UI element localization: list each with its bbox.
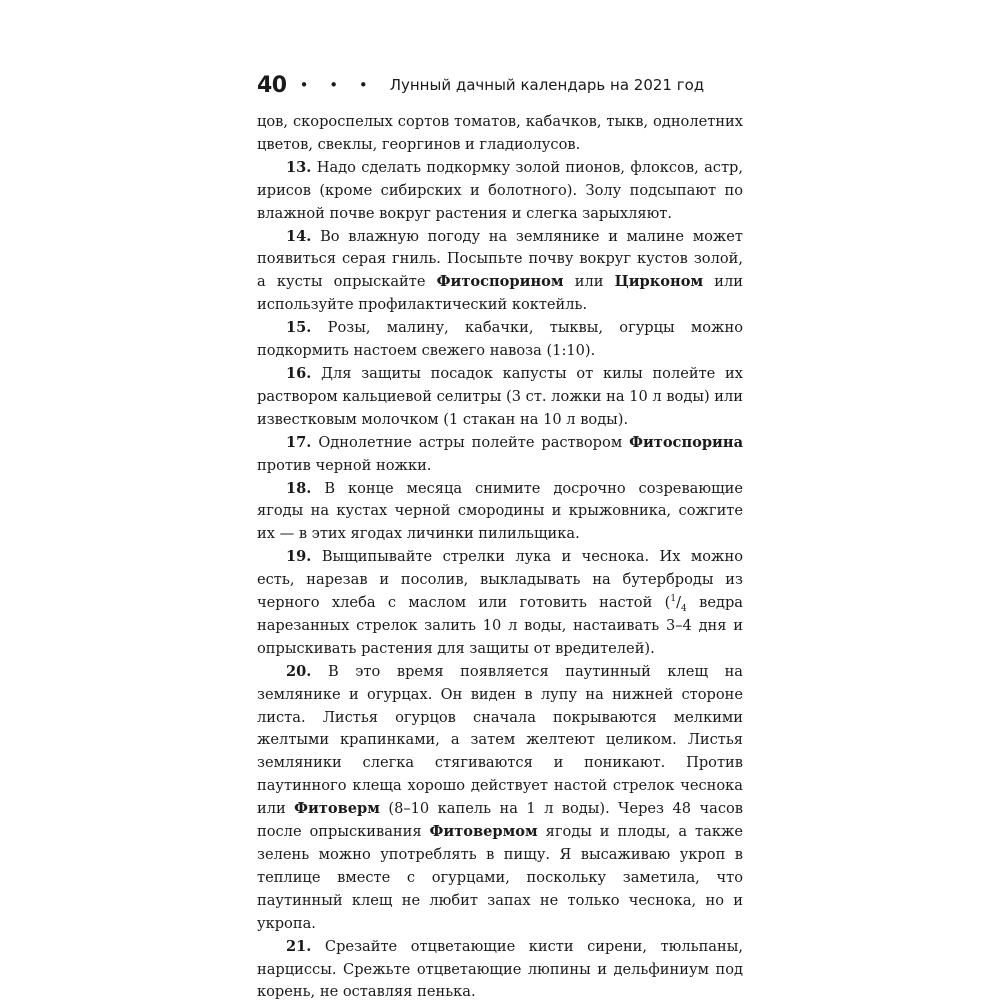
item-text: (8–10 капель на 1 л воды). Через 48 часов после опрыскивания: [257, 800, 743, 841]
paragraph-15: [257, 317, 743, 363]
paragraph-19: [257, 546, 743, 661]
product-name: Фитоверм: [294, 800, 380, 818]
item-number: 13.: [286, 158, 312, 176]
item-text: или используйте профилактический коктейль.: [257, 273, 744, 314]
product-name: Фитовермом: [429, 823, 538, 841]
item-text: или: [574, 273, 604, 291]
item-text: ягоды и плоды, а также зелень можно употреблять в пищу. Я высаживаю укроп в теплице вместе с огурцами, поскольку заметила, что паутинный клещ не любит запах не только чеснока, но и укропа.: [257, 823, 743, 932]
paragraph-21: [257, 936, 743, 1004]
item-text: Розы, малину, кабачки, тыквы, огурцы можно подкормить настоем свежего навоза (1:10).: [257, 319, 743, 360]
item-number: 21.: [286, 937, 312, 955]
paragraph-13: [257, 157, 743, 226]
paragraph-18: [257, 478, 743, 547]
item-number: 19.: [286, 548, 312, 566]
item-number: 20.: [286, 662, 312, 680]
item-number: 14.: [286, 227, 312, 245]
item-text: В это время появляется паутинный клещ на землянике и огурцах. Он виден в лупу на нижней стороне листа. Листья огурцов сначала покрываются мелкими желтыми крапинками, а затем желтеют целиком. Листья земляники слегка стягиваются и поникают. Против паутинного клеща хорошо действует настой стрелок чеснока или: [257, 662, 744, 818]
product-name: Цирконом: [614, 273, 704, 291]
running-title: Лунный дачный календарь на 2021 год: [389, 76, 705, 94]
item-text: Надо сделать подкормку золой пионов, флоксов, астр, ирисов (кроме сибирских и болотного). Золу подсыпают по влажной почве вокруг растения и слегка зарыхляют.: [257, 158, 744, 222]
body-text: [257, 111, 743, 1004]
item-text: Однолетние астры полейте раствором: [318, 433, 623, 451]
product-name: Фитоспорина: [629, 433, 744, 451]
fraction-numerator: 1: [670, 594, 677, 605]
item-text: против черной ножки.: [257, 456, 432, 474]
item-number: 18.: [286, 479, 312, 497]
paragraph-17: [257, 432, 743, 478]
paragraph-14: [257, 226, 743, 318]
item-number: 16.: [286, 364, 312, 382]
item-number: 17.: [286, 433, 312, 451]
fraction-denominator: 4: [681, 603, 687, 614]
item-text: Во влажную погоду на землянике и малине может появиться серая гниль. Посыпьте почву вокруг кустов золой, а кусты опрыскайте: [257, 227, 744, 291]
item-text: В конце месяца снимите досрочно созревающие ягоды на кустах черной смородины и крыжовника, сожгите их — в этих ягодах личинки пилильщика.: [257, 479, 743, 543]
page-header: [257, 70, 704, 100]
item-number: 15.: [286, 319, 312, 337]
item-text: Для защиты посадок капусты от килы полейте их раствором кальциевой селитры (3 ст. ложки на 10 л воды) или известковым молочком (1 стакан на 10 л воды).: [257, 364, 743, 428]
product-name: Фитоспорином: [436, 273, 564, 291]
item-text: Срезайте отцветающие кисти сирени, тюльпаны, нарциссы. Срежьте отцветающие люпины и дельфиниум под корень, не оставляя пенька.: [257, 937, 743, 1001]
item-text: ведра нарезанных стрелок залить 10 л воды, настаивать 3–4 дня и опрыскивать растения для защиты от вредителей).: [257, 594, 743, 657]
fraction-slash: /: [676, 594, 682, 612]
item-text: Выщипывайте стрелки лука и чеснока. Их можно есть, нарезав и посолив, выкладывать на бутерброды из черного хлеба с маслом или готовить настой (: [257, 548, 743, 612]
continuation-paragraph: цов, скороспелых сортов томатов, кабачков, тыкв, однолетних цветов, свеклы, георгинов и гладиолусов.: [257, 113, 743, 153]
paragraph-16: [257, 363, 743, 432]
page-number: 40: [257, 72, 287, 98]
paragraph-20: [257, 661, 743, 936]
header-dots: • • •: [299, 76, 376, 94]
